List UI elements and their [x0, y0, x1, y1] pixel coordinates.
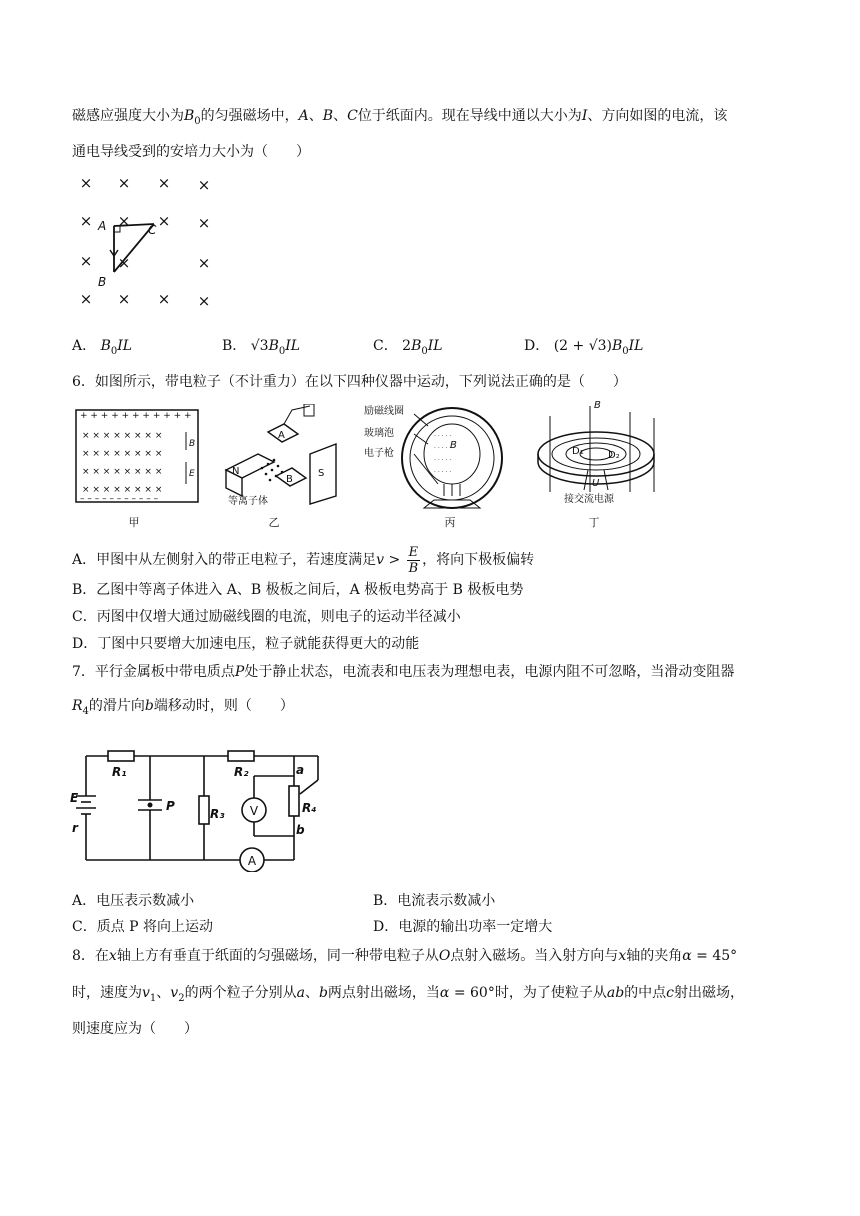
- q5-stem-line-2: 通电导线受到的安培力大小为（ ）: [72, 144, 310, 160]
- field-cross: ×: [157, 212, 171, 230]
- svg-text:+ + + + + + + + + + +: + + + + + + + + + + +: [80, 411, 192, 421]
- field-cross: ×: [157, 290, 171, 308]
- vertex-label-c: C: [148, 223, 157, 237]
- field-cross: ×: [117, 174, 131, 192]
- svg-text:R₃: R₃: [210, 807, 225, 821]
- svg-text:b: b: [296, 823, 305, 837]
- svg-text:S: S: [318, 468, 325, 479]
- q6-option-b[interactable]: B．乙图中等离子体进入 A、B 极板之间后，A 极板电势高于 B 极板电势: [72, 582, 524, 598]
- svg-text:B: B: [286, 474, 293, 485]
- q6-figure-yi: [218, 404, 348, 530]
- svg-text:a: a: [296, 763, 305, 777]
- q6-option-c[interactable]: C．丙图中仅增大通过励磁线圈的电流，则电子的运动半径减小: [72, 609, 461, 625]
- q7-option-b[interactable]: B．电流表示数减小: [373, 893, 496, 909]
- svg-text:· · · · ·: · · · · ·: [434, 433, 452, 440]
- svg-text:· · · · ·: · · · · ·: [434, 445, 452, 452]
- q5-option-c[interactable]: C． $2B_0IL$: [373, 338, 443, 357]
- q6-figure-bing: [364, 404, 524, 530]
- svg-text:– – – – – – – – – – –: – – – – – – – – – – –: [80, 494, 159, 504]
- svg-text:A: A: [278, 430, 285, 441]
- svg-text:D₁: D₁: [572, 446, 584, 457]
- q5-option-d[interactable]: D． $(2 + √3)B_0IL$: [524, 338, 644, 357]
- field-cross: ×: [79, 174, 93, 192]
- svg-text:U: U: [592, 478, 600, 489]
- svg-text:R₁: R₁: [112, 765, 127, 779]
- svg-text:等离子体: 等离子体: [228, 496, 268, 507]
- svg-text:× × × × × × × ×: × × × × × × × ×: [82, 449, 163, 459]
- field-cross: ×: [197, 292, 211, 310]
- field-cross: ×: [117, 254, 131, 272]
- q7-option-c[interactable]: C．质点 P 将向上运动: [72, 919, 214, 935]
- svg-text:接交流电源: 接交流电源: [564, 494, 614, 505]
- svg-text:E: E: [70, 791, 79, 805]
- caption-yi: 乙: [268, 516, 280, 529]
- q7-option-a[interactable]: A．电压表示数减小: [72, 893, 195, 909]
- field-cross: ×: [117, 212, 131, 230]
- q5-option-b[interactable]: B． $√3B_0IL$: [222, 338, 301, 357]
- field-cross: ×: [79, 252, 93, 270]
- svg-text:· · · · ·: · · · · ·: [434, 469, 452, 476]
- svg-text:A: A: [247, 854, 257, 868]
- q7-stem-line-1: 7．平行金属板中带电质点P处于静止状态，电流表和电压表为理想电表，电源内阻不可忽略，当滑动变阻器: [72, 664, 735, 680]
- field-cross: ×: [117, 290, 131, 308]
- q8-stem-line-1: 8．在x轴上方有垂直于纸面的匀强磁场，同一种带电粒子从O点射入磁场。当入射方向与x轴的夹角α = 45°: [72, 948, 738, 964]
- q6-option-a[interactable]: A．甲图中从左侧射入的带正电粒子，若速度满足v > $\frac{E}{B}$ ，将向下极板偏转: [72, 544, 535, 576]
- q7-option-d[interactable]: D．电源的输出功率一定增大: [373, 919, 553, 935]
- field-cross: ×: [197, 254, 211, 272]
- svg-text:D₂: D₂: [608, 450, 620, 461]
- q8-stem-line-2: 时，速度为$v_1$、$v_2$的两个粒子分别从a、b两点射出磁场，当α = 60°时，为了使粒子从ab的中点c射出磁场，: [72, 985, 744, 1004]
- q5-stem-line-1: 磁感应强度大小为$B_0$的匀强磁场中，A、B、C位于纸面内。现在导线中通以大小为I、方向如图的电流，该: [72, 108, 728, 127]
- q5-field-figure: [64, 170, 224, 320]
- field-cross: ×: [197, 176, 211, 194]
- q6-stem: 6．如图所示，带电粒子（不计重力）在以下四种仪器中运动，下列说法正确的是（ ）: [72, 374, 627, 390]
- q6-option-d[interactable]: D．丁图中只要增大加速电压，粒子就能获得更大的动能: [72, 636, 420, 652]
- svg-text:P: P: [166, 799, 175, 813]
- caption-ding: 丁: [588, 516, 600, 529]
- svg-text:× × × × × × × ×: × × × × × × × ×: [82, 467, 163, 477]
- q7-stem-line-2: $R_4$的滑片向b端移动时，则（ ）: [72, 698, 294, 717]
- svg-text:V: V: [249, 804, 259, 818]
- field-cross: ×: [79, 212, 93, 230]
- svg-text:B: B: [594, 400, 601, 411]
- field-cross: ×: [157, 174, 171, 192]
- vertex-label-a: A: [98, 219, 107, 233]
- q6-figure-ding: [532, 396, 672, 532]
- svg-text:B: B: [189, 439, 196, 449]
- svg-text:R₂: R₂: [234, 765, 249, 779]
- q6-figure-jia: [70, 404, 210, 530]
- caption-jia: 甲: [128, 516, 140, 529]
- svg-text:× × × × × × × ×: × × × × × × × ×: [82, 485, 163, 495]
- svg-text:电子枪: 电子枪: [364, 448, 394, 459]
- field-cross: ×: [197, 214, 211, 232]
- svg-text:N: N: [232, 466, 240, 477]
- field-cross: ×: [79, 290, 93, 308]
- svg-text:励磁线圈: 励磁线圈: [364, 406, 404, 417]
- caption-bing: 丙: [444, 516, 456, 529]
- vertex-label-b: B: [98, 275, 107, 289]
- q8-stem-line-3: 则速度应为（ ）: [72, 1021, 198, 1037]
- q7-circuit-diagram: [68, 740, 330, 872]
- svg-text:玻璃泡: 玻璃泡: [364, 428, 394, 439]
- svg-text:R₄: R₄: [302, 801, 317, 815]
- svg-text:· · · · ·: · · · · ·: [434, 457, 452, 464]
- svg-text:r: r: [72, 821, 78, 835]
- svg-text:E: E: [189, 469, 195, 479]
- q5-option-a[interactable]: A． $B_0IL$: [72, 338, 133, 357]
- svg-text:B: B: [450, 440, 457, 451]
- svg-text:× × × × × × × ×: × × × × × × × ×: [82, 431, 163, 441]
